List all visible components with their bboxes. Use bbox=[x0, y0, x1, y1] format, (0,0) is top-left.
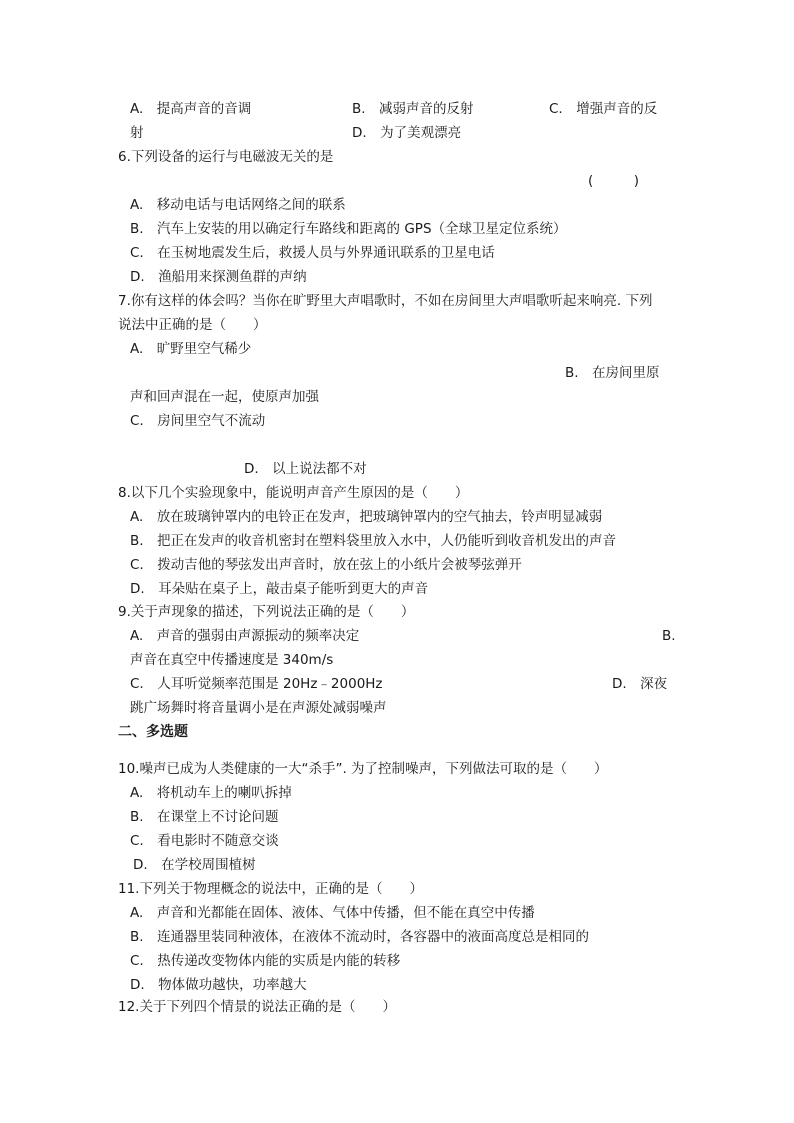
q6-option-b: B. 汽车上安装的用以确定行车路线和距离的 GPS（全球卫星定位系统） bbox=[130, 221, 567, 237]
q8-stem: 8.以下几个实验现象中，能说明声音产生原因的是（ ） bbox=[118, 485, 469, 501]
q9-option-b: B. bbox=[662, 628, 676, 644]
q5-option-c-continued: 射 bbox=[130, 125, 144, 141]
q5-option-c: C. 增强声音的反 bbox=[549, 101, 658, 117]
q10-option-c: C. 看电影时不随意交谈 bbox=[130, 833, 279, 849]
q5-option-d: D. 为了美观漂亮 bbox=[352, 125, 462, 141]
q7-option-a: A. 旷野里空气稀少 bbox=[130, 341, 252, 357]
q5-option-a: A. 提高声音的音调 bbox=[130, 101, 252, 117]
q11-stem: 11.下列关于物理概念的说法中，正确的是（ ） bbox=[118, 881, 423, 897]
q10-option-d: D. 在学校周围植树 bbox=[133, 857, 256, 873]
q6-option-a: A. 移动电话与电话网络之间的联系 bbox=[130, 197, 346, 213]
q7-option-c: C. 房间里空气不流动 bbox=[130, 413, 266, 429]
q6-stem: 6.下列设备的运行与电磁波无关的是 bbox=[118, 149, 334, 165]
q12-stem: 12.关于下列四个情景的说法正确的是（ ） bbox=[118, 999, 396, 1015]
q7-stem-line2: 说法中正确的是（ ） bbox=[118, 317, 267, 333]
q8-option-a: A. 放在玻璃钟罩内的电铃正在发声，把玻璃钟罩内的空气抽去，铃声明显减弱 bbox=[130, 509, 603, 525]
q9-option-a: A. 声音的强弱由声源振动的频率决定 bbox=[130, 628, 360, 644]
section-heading-multiple-choice: 二、多选题 bbox=[118, 724, 188, 740]
q6-option-c: C. 在玉树地震发生后，救援人员与外界通讯联系的卫星电话 bbox=[130, 245, 495, 261]
q5-option-b: B. 减弱声音的反射 bbox=[352, 101, 474, 117]
q10-option-a: A. 将机动车上的喇叭拆掉 bbox=[130, 785, 292, 801]
q9-option-c: C. 人耳听觉频率范围是 20Hz﹣2000Hz bbox=[130, 676, 383, 692]
q11-option-d: D. 物体做功越快，功率越大 bbox=[130, 977, 307, 993]
q9-option-b-continued: 声音在真空中传播速度是 340m/s bbox=[130, 652, 334, 668]
q11-option-b: B. 连通器里装同种液体，在液体不流动时，各容器中的液面高度总是相同的 bbox=[130, 929, 590, 945]
q7-option-b: B. 在房间里原 bbox=[565, 365, 660, 381]
q7-stem-line1: 7.你有这样的体会吗？当你在旷野里大声唱歌时，不如在房间里大声唱歌听起来响亮. 下列 bbox=[118, 293, 653, 309]
q11-option-a: A. 声音和光都能在固体、液体、气体中传播，但不能在真空中传播 bbox=[130, 905, 535, 921]
q10-option-b: B. 在课堂上不讨论问题 bbox=[130, 809, 279, 825]
q9-option-d: D. 深夜 bbox=[612, 676, 668, 692]
q8-option-c: C. 拨动吉他的琴弦发出声音时，放在弦上的小纸片会被琴弦弹开 bbox=[130, 557, 522, 573]
q6-option-d: D. 渔船用来探测鱼群的声纳 bbox=[130, 269, 307, 285]
q11-option-c: C. 热传递改变物体内能的实质是内能的转移 bbox=[130, 953, 401, 969]
q7-option-b-continued: 声和回声混在一起，使原声加强 bbox=[130, 389, 319, 405]
q8-option-b: B. 把正在发声的收音机密封在塑料袋里放入水中，人仍能听到收音机发出的声音 bbox=[130, 533, 617, 549]
q8-option-d: D. 耳朵贴在桌子上，敲击桌子能听到更大的声音 bbox=[130, 581, 429, 597]
q9-stem: 9.关于声现象的描述，下列说法正确的是（ ） bbox=[118, 604, 415, 620]
q6-answer-paren: ( ) bbox=[588, 173, 640, 189]
q10-stem: 10.噪声已成为人类健康的一大“杀手”. 为了控制噪声，下列做法可取的是（ ） bbox=[118, 761, 608, 777]
q7-option-d: D. 以上说法都不对 bbox=[244, 461, 367, 477]
q9-option-d-continued: 跳广场舞时将音量调小是在声源处减弱噪声 bbox=[130, 700, 387, 716]
